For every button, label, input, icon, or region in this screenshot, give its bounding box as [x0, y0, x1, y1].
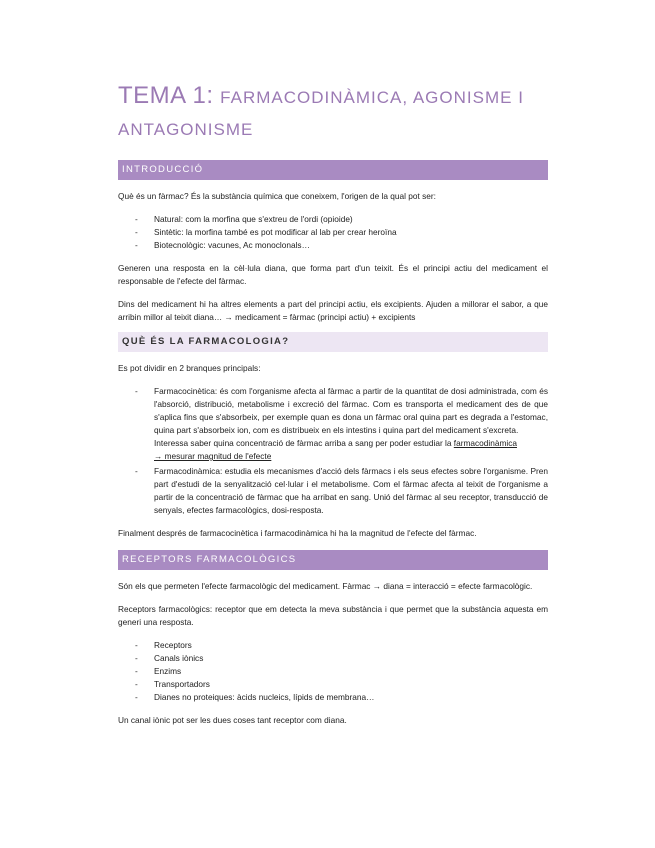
intro-paragraph-3: Dins del medicament hi ha altres elements a part del principi actiu, els excipients. Ajuden a millorar el sabor, a que arribin millor al teixit diana… → medicament = fàrmac (principi actiu) + excipients — [118, 299, 548, 322]
list-item: - Biotecnològic: vacunes, Ac monoclonals… — [135, 240, 310, 250]
receptors-paragraph-2: Receptors farmacològics: receptor que em detecta la meva substància i que permet que la substància aquesta em generi una resposta. — [118, 604, 548, 627]
list-item: - Transportadors — [135, 679, 210, 689]
list-item: - Enzims — [135, 666, 182, 676]
farmacologia-paragraph-2: Finalment després de farmacocinètica i farmacodinàmica hi ha la magnitud de l'efecte del fàrmac. — [118, 528, 477, 538]
list-item: - Natural: com la morfina que s'extreu de l'ordi (opioide) — [135, 214, 353, 224]
list-item — [118, 385, 548, 463]
title-tema: TEMA 1: — [118, 82, 214, 109]
bullet-dash: - — [135, 692, 138, 702]
intro-origin-list — [118, 213, 548, 252]
list-item: - Dianes no proteiques: àcids nucleics, lípids de membrana… — [135, 692, 375, 702]
list-item: - Sintètic: la morfina també es pot modificar al lab per crear heroïna — [135, 227, 397, 237]
bullet-dash: - — [135, 466, 138, 476]
list-item: - Canals iònics — [135, 653, 204, 663]
farmacologia-branches-list — [118, 385, 548, 517]
title-line1: FARMACODINÀMICA, AGONISME I — [220, 88, 524, 107]
receptors-paragraph-1: Són els que permeten l'efecte farmacològic del medicament. Fàrmac → diana = interacció = efecte farmacològic. — [118, 581, 533, 591]
list-item — [118, 465, 548, 517]
farmacocinetica-extra: Interessa saber quina concentració de fàrmac arriba a sang per poder estudiar la — [154, 438, 454, 448]
receptors-paragraph-3: Un canal iònic pot ser les dues coses tant receptor com diana. — [118, 715, 347, 725]
bullet-dash: - — [135, 240, 138, 250]
section-heading-farmacologia: QUÈ ÉS LA FARMACOLOGIA? — [118, 332, 548, 352]
bullet-dash: - — [135, 679, 138, 689]
bullet-dash: - — [135, 214, 138, 224]
document-page — [118, 80, 548, 727]
bullet-dash: - — [135, 386, 138, 396]
list-item: - Receptors — [135, 640, 192, 650]
farmacologia-paragraph-1: Es pot dividir en 2 branques principals: — [118, 363, 261, 373]
farmacodinamica-text: Farmacodinàmica: estudia els mecanismes d'acció dels fàrmacs i els seus efectes sobre l'organisme. Pren part d'estudi de la senyalització cel·lular i el metabolisme. Com el fàrmac afecta al teixit de l'organisme a partir de la concentració de fàrmac que ha arribat en sang. Unió del fàrmac al seu receptor, transducció de senyals, efectes farmacològics, dosi-resposta. — [154, 466, 548, 515]
title-line2: ANTAGONISME — [118, 120, 254, 139]
receptors-types-list — [118, 639, 548, 704]
document-title — [118, 80, 548, 146]
measure-magnitude-note: → mesurar magnitud de l'efecte — [154, 451, 272, 461]
section-heading-receptors: RECEPTORS FARMACOLÒGICS — [118, 550, 548, 570]
intro-paragraph-1: Què és un fàrmac? És la substància química que coneixem, l'origen de la qual pot ser: — [118, 191, 436, 201]
section-heading-intro: INTRODUCCIÓ — [118, 160, 548, 180]
farmacocinetica-text: Farmacocinètica: és com l'organisme afecta al fàrmac a partir de la quantitat de dosi administrada, com és l'absorció, distribució, metabolisme i excreció del fàrmac. Com es transporta el medicament des de que s'aplica fins que s'absorbeix, per exemple quan es dona un fàrmac oral quina part es degrada a l'estomac, quina part s'absorbeix ion, com es distribueix en els intestins i quina part del medicament s'excreta. — [154, 386, 548, 435]
bullet-dash: - — [135, 640, 138, 650]
bullet-dash: - — [135, 227, 138, 237]
bullet-dash: - — [135, 653, 138, 663]
farmacodinamica-link[interactable]: farmacodinàmica — [453, 438, 517, 448]
bullet-dash: - — [135, 666, 138, 676]
intro-paragraph-2: Generen una resposta en la cèl·lula diana, que forma part d'un teixit. És el principi actiu del medicament el responsable de l'efecte del fàrmac. — [118, 263, 548, 286]
